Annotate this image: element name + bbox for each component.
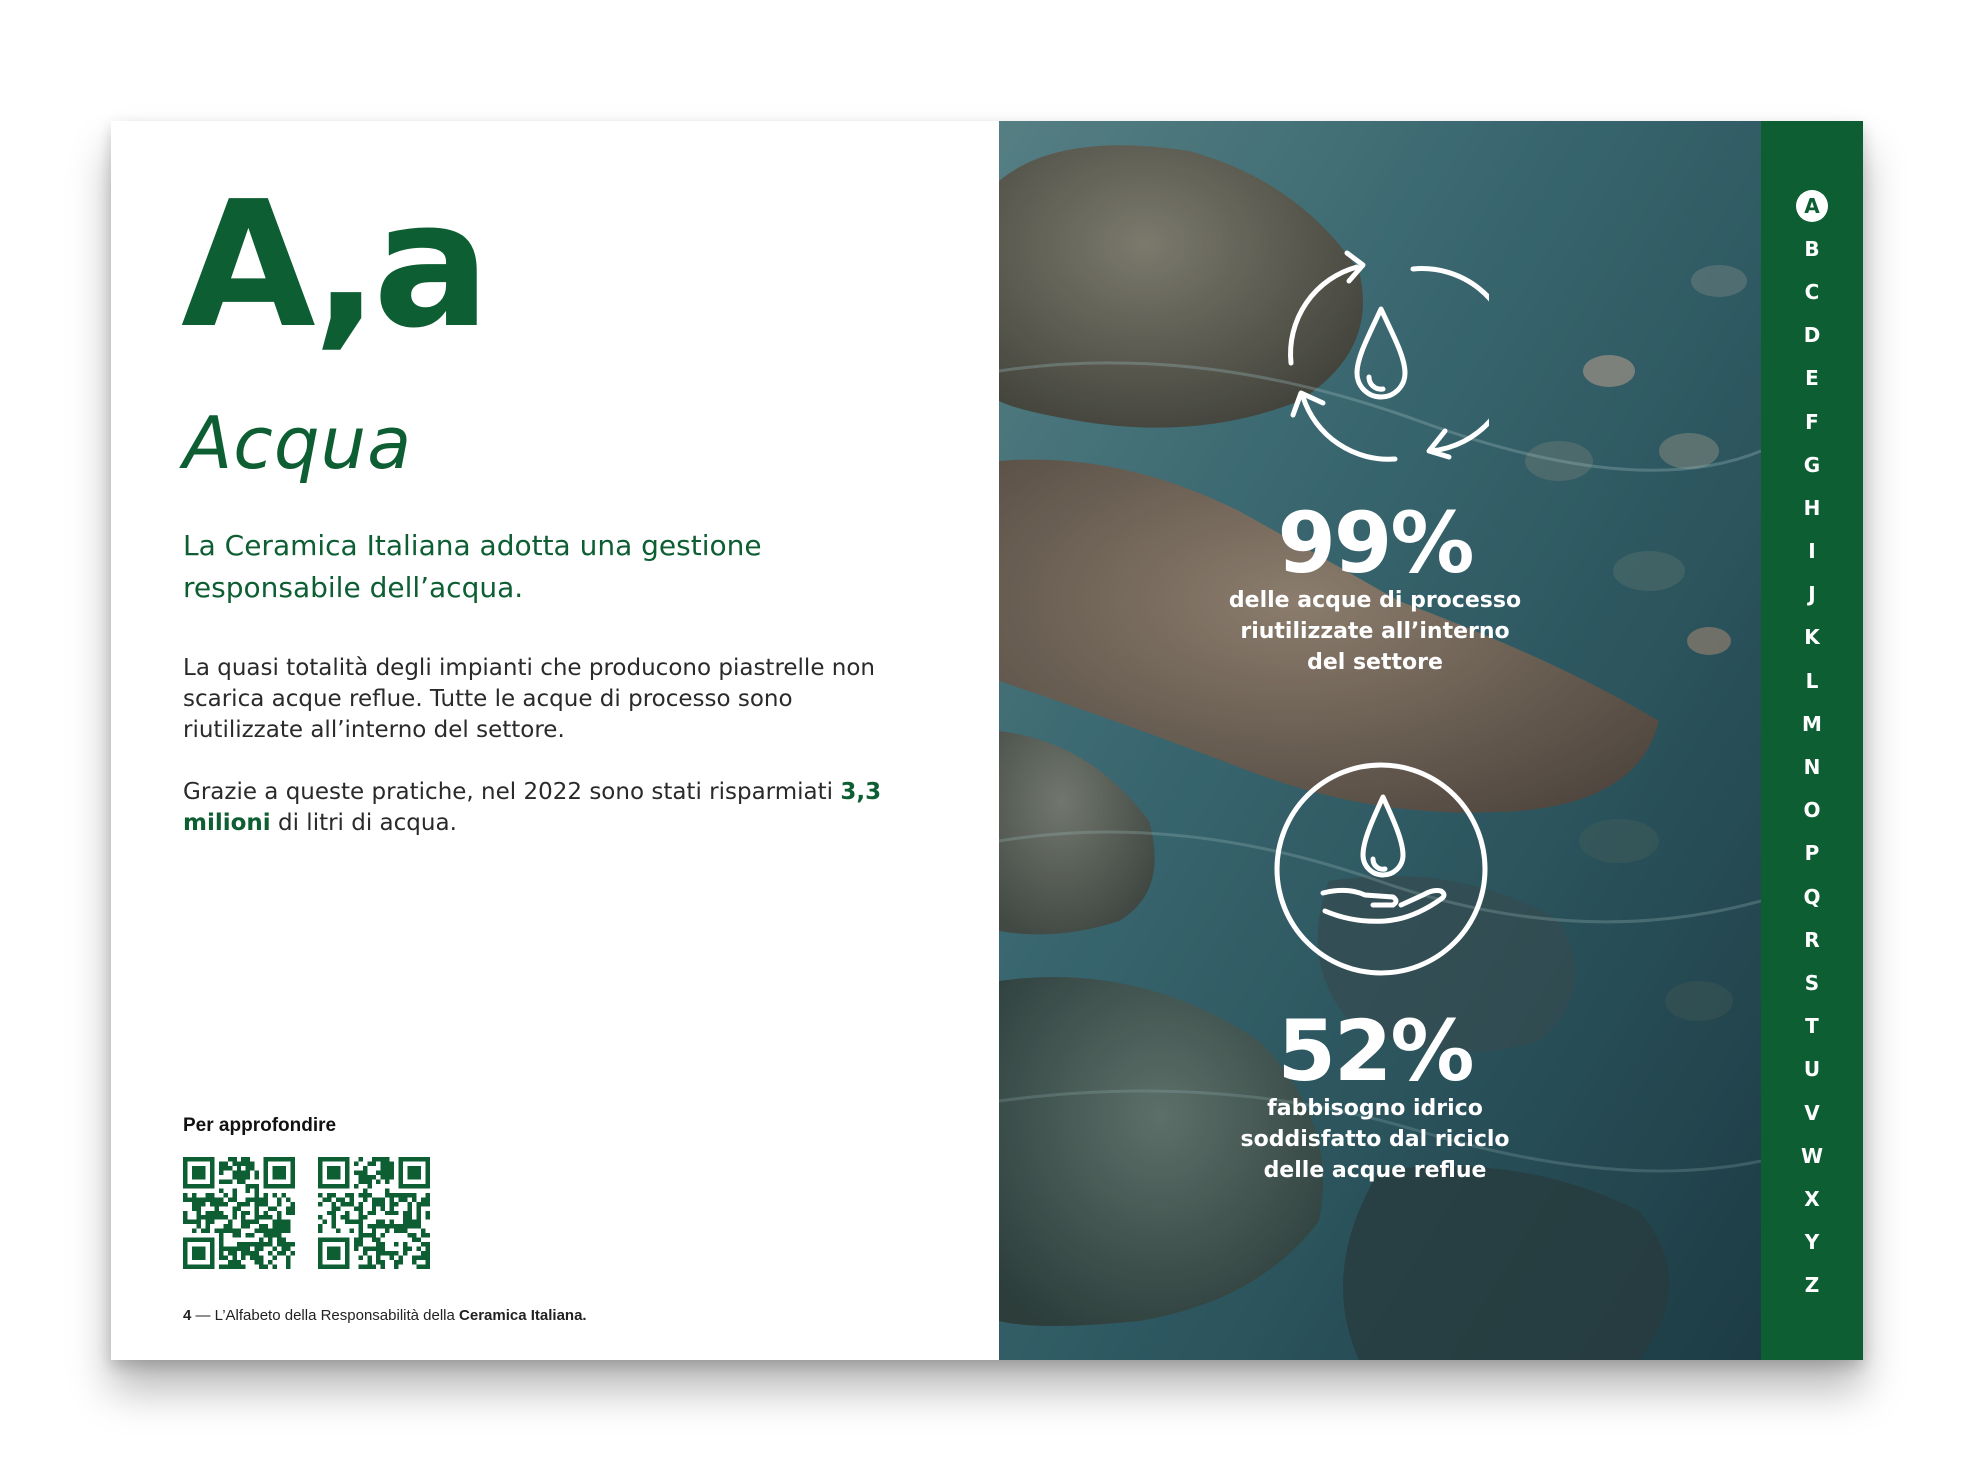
stat-1-description: delle acque di processo riutilizzate all’interno del settore	[1228, 588, 1522, 675]
alphabet-index-letter: C	[1804, 279, 1820, 304]
lead-statement: La Ceramica Italiana adotta una gestione responsabile dell’acqua.	[183, 529, 762, 604]
alphabet-index-item-m[interactable]	[1761, 702, 1863, 745]
alphabet-index-item-w[interactable]	[1761, 1134, 1863, 1177]
paragraph-2-text-before: Grazie a queste pratiche, nel 2022 sono stati risparmiati	[183, 779, 841, 805]
alphabet-index-letter: T	[1805, 1014, 1819, 1039]
alphabet-index-letter: U	[1803, 1057, 1821, 1082]
alphabet-index-letter: S	[1804, 970, 1820, 995]
alphabet-index-letter: Y	[1804, 1230, 1820, 1255]
topic-title: Acqua	[183, 401, 413, 485]
highlight-value: 3,3 milioni	[183, 779, 882, 836]
alphabet-index-letter: H	[1803, 495, 1821, 520]
alphabet-index-list	[1761, 184, 1863, 1307]
alphabet-index-item-h[interactable]	[1761, 486, 1863, 529]
stat-1-value: 99%	[1277, 494, 1473, 592]
right-page	[999, 121, 1863, 1360]
alphabet-index-letter: G	[1803, 452, 1821, 477]
footer-brand: Ceramica Italiana.	[459, 1307, 587, 1324]
alphabet-index-item-y[interactable]	[1761, 1221, 1863, 1264]
stat-water-recycling	[1225, 1002, 1525, 1186]
stat-2-value: 52%	[1277, 1002, 1473, 1100]
alphabet-index-item-d[interactable]	[1761, 314, 1863, 357]
alphabet-index-letter: D	[1803, 323, 1821, 348]
alphabet-index-item-z[interactable]	[1761, 1264, 1863, 1307]
alphabet-index-letter: X	[1804, 1186, 1820, 1211]
qr-code-1[interactable]	[183, 1157, 295, 1269]
alphabet-index-item-t[interactable]	[1761, 1005, 1863, 1048]
water-drop-recycle-icon	[1273, 245, 1489, 475]
alphabet-index-item-g[interactable]	[1761, 443, 1863, 486]
alphabet-index-letter: Z	[1804, 1273, 1820, 1298]
alphabet-index-letter: N	[1803, 755, 1821, 780]
alphabet-index-letter: O	[1803, 798, 1821, 823]
alphabet-index-item-q[interactable]	[1761, 875, 1863, 918]
document-spread	[111, 121, 1863, 1360]
alphabet-index-letter: V	[1804, 1100, 1820, 1125]
alphabet-index-item-c[interactable]	[1761, 270, 1863, 313]
alphabet-index-letter: P	[1804, 841, 1820, 866]
page-footer	[183, 1307, 587, 1324]
alphabet-index-item-u[interactable]	[1761, 1048, 1863, 1091]
alphabet-index-item-n[interactable]	[1761, 745, 1863, 788]
alphabet-letter-heading: A,a	[181, 164, 485, 367]
alphabet-index-letter: Q	[1803, 884, 1821, 909]
alphabet-index-item-r[interactable]	[1761, 918, 1863, 961]
alphabet-index-letter: F	[1805, 409, 1819, 434]
stat-water-reuse	[1225, 494, 1525, 678]
alphabet-index-letter: R	[1804, 927, 1820, 952]
alphabet-index-letter: E	[1805, 366, 1819, 391]
alphabet-index-bar	[1761, 121, 1863, 1360]
alphabet-index-item-e[interactable]	[1761, 357, 1863, 400]
alphabet-index-item-x[interactable]	[1761, 1177, 1863, 1220]
alphabet-index-item-f[interactable]	[1761, 400, 1863, 443]
alphabet-index-item-a[interactable]	[1761, 184, 1863, 227]
alphabet-index-letter: M	[1802, 711, 1822, 736]
alphabet-index-item-j[interactable]	[1761, 573, 1863, 616]
alphabet-index-item-s[interactable]	[1761, 961, 1863, 1004]
left-page	[111, 121, 999, 1360]
body-paragraph-1: La quasi totalità degli impianti che producono piastrelle non scarica acque reflue. Tutte le acque di processo sono riutilizzate all’interno del settore.	[183, 655, 876, 743]
alphabet-index-letter: A	[1796, 190, 1828, 222]
alphabet-index-item-b[interactable]	[1761, 227, 1863, 270]
alphabet-index-letter: J	[1808, 582, 1816, 607]
water-drop-hand-icon	[1273, 761, 1489, 977]
more-info-label: Per approfondire	[183, 1115, 337, 1136]
body-paragraph-2	[183, 777, 903, 839]
qr-code-2[interactable]	[318, 1157, 430, 1269]
paragraph-2-text-after: di litri di acqua.	[270, 810, 457, 836]
alphabet-index-item-i[interactable]	[1761, 530, 1863, 573]
alphabet-index-letter: I	[1808, 539, 1816, 564]
stat-2-description: fabbisogno idrico soddisfatto dal riciclo delle acque reflue	[1240, 1096, 1510, 1183]
alphabet-index-letter: W	[1800, 1143, 1824, 1168]
page-number: 4	[183, 1307, 192, 1324]
alphabet-index-item-o[interactable]	[1761, 789, 1863, 832]
alphabet-index-letter: K	[1804, 625, 1820, 650]
alphabet-index-letter: B	[1804, 236, 1820, 261]
alphabet-index-letter: L	[1805, 668, 1819, 693]
alphabet-index-item-p[interactable]	[1761, 832, 1863, 875]
footer-text: — L’Alfabeto della Responsabilità della	[191, 1307, 460, 1324]
alphabet-index-item-l[interactable]	[1761, 659, 1863, 702]
alphabet-index-item-v[interactable]	[1761, 1091, 1863, 1134]
alphabet-index-item-k[interactable]	[1761, 616, 1863, 659]
